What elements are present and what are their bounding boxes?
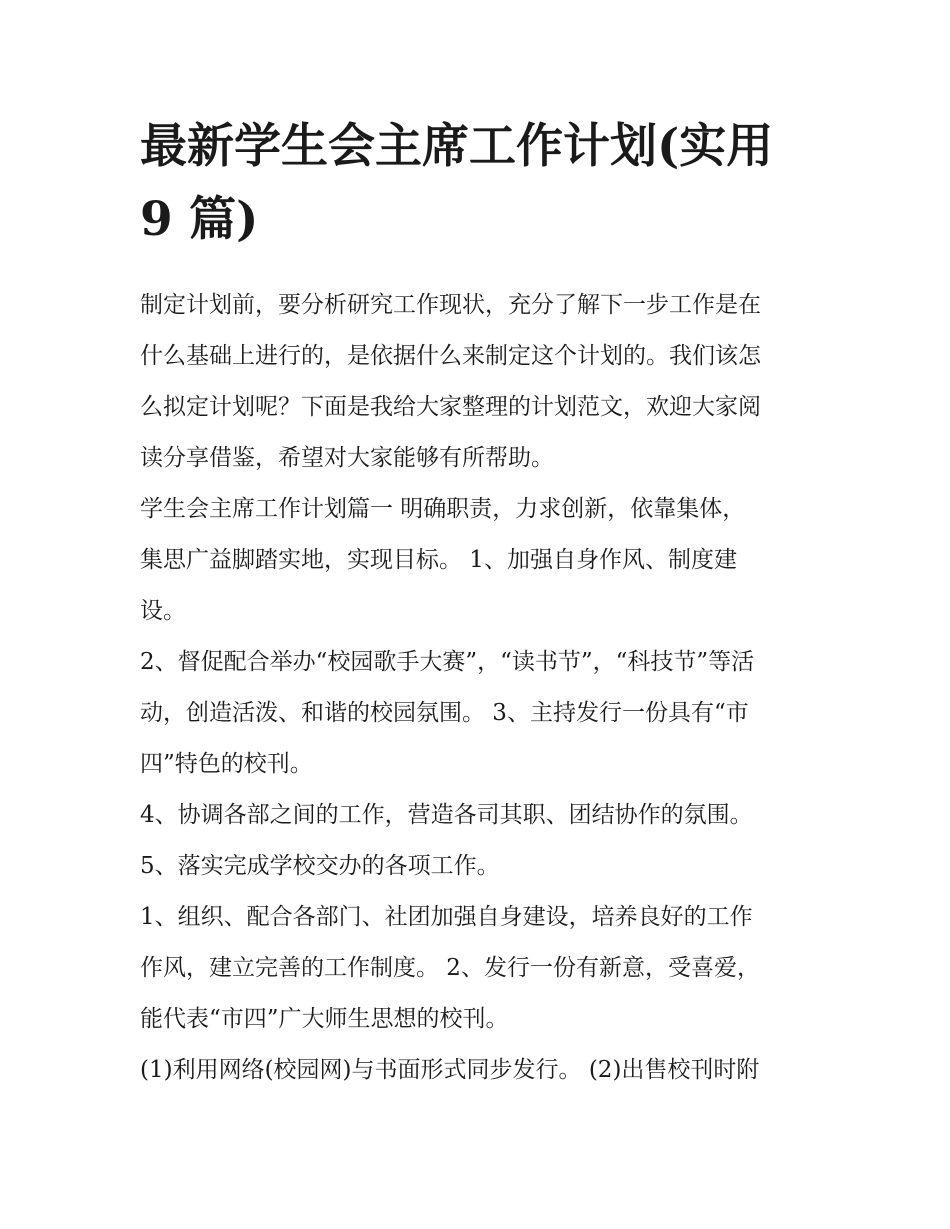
text-line: 读分享借鉴，希望对大家能够有所帮助。 [140, 445, 554, 471]
text-line: 作风，建立完善的工作制度。 2、发行一份有新意，受喜爱， [140, 955, 760, 981]
text-line: 设。 [140, 598, 186, 624]
text-line: (1)利用网络(校园网)与书面形式同步发行。 (2)出售校刊时附 [140, 1057, 760, 1083]
document-title [140, 110, 820, 256]
text-line: 2、督促配合举办“校园歌手大赛”，“读书节”，“科技节”等活 [140, 649, 755, 675]
text-line: 集思广益脚踏实地，实现目标。 1、加强自身作风、制度建 [140, 547, 737, 573]
paragraph-list [140, 280, 820, 1096]
paragraph [140, 841, 820, 892]
paragraph [140, 484, 820, 637]
text-line: 1、组织、配合各部门、社团加强自身建设，培养良好的工作 [140, 904, 753, 930]
paragraph [140, 637, 820, 790]
text-line: 5、落实完成学校交办的各项工作。 [140, 853, 500, 879]
paragraph [140, 280, 820, 484]
paragraph [140, 1045, 820, 1096]
text-line: 动，创造活泼、和谐的校园氛围。 3、主持发行一份具有“市 [140, 700, 749, 726]
text-line: 四”特色的校刊。 [140, 751, 313, 777]
title-line-2: 9 篇) [140, 192, 259, 247]
text-line: 什么基础上进行的，是依据什么来制定这个计划的。我们该怎 [140, 343, 761, 369]
title-line-1: 最新学生会主席工作计划(实用 [140, 119, 774, 174]
paragraph [140, 892, 820, 1045]
document-body [140, 110, 820, 1096]
text-line: 制定计划前，要分析研究工作现状，充分了解下一步工作是在 [140, 292, 761, 318]
text-line: 能代表“市四”广大师生思想的校刊。 [140, 1006, 509, 1032]
text-line: 么拟定计划呢？下面是我给大家整理的计划范文，欢迎大家阅 [140, 394, 761, 420]
text-line: 学生会主席工作计划篇一 明确职责，力求创新，依靠集体， [140, 496, 746, 522]
text-line: 4、协调各部之间的工作，营造各司其职、团结协作的氛围。 [140, 802, 753, 828]
paragraph [140, 790, 820, 841]
